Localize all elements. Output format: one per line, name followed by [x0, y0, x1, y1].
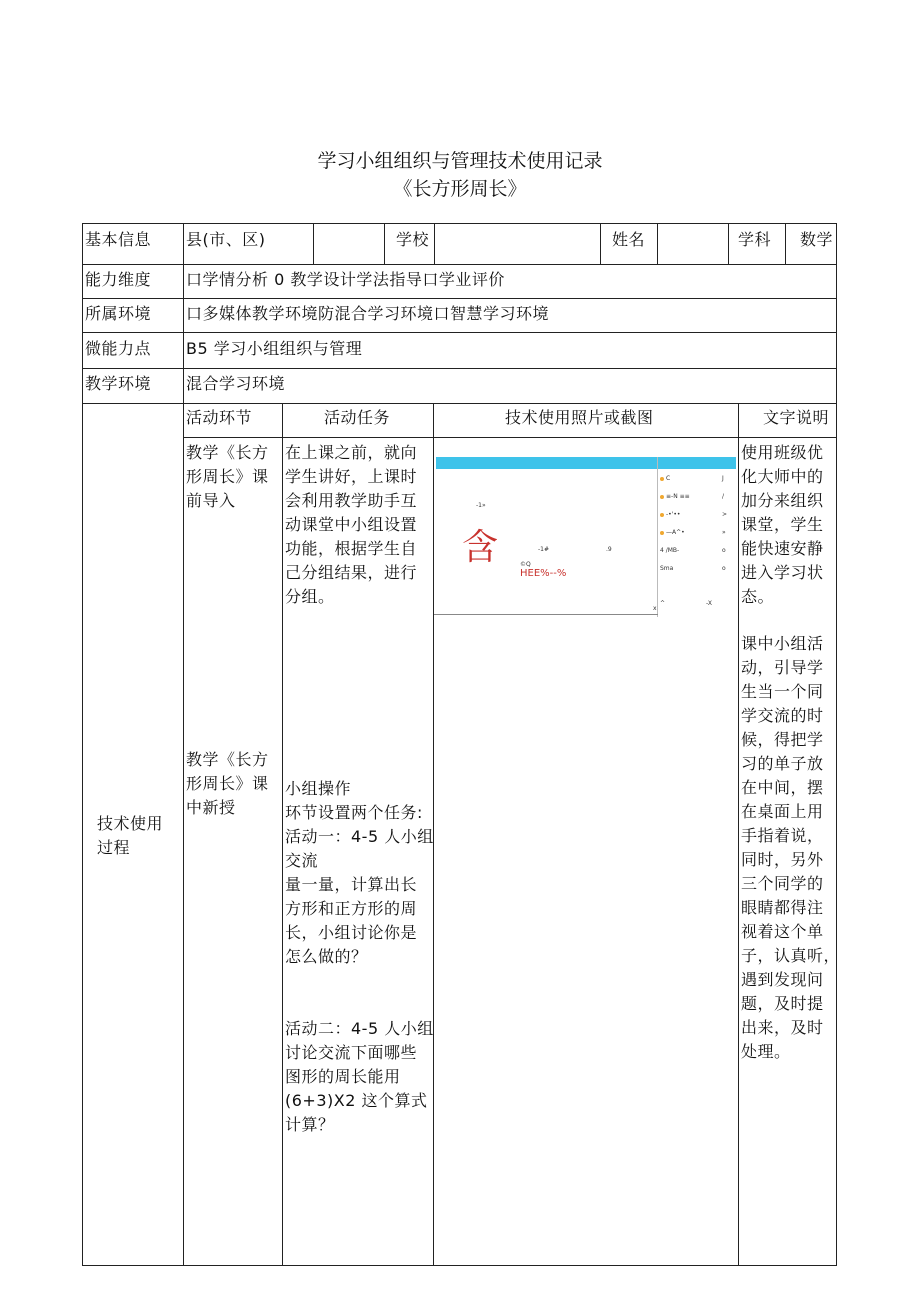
screenshot-red-text: HEE%--% [520, 568, 567, 579]
task3-line: 活动二：4-5 人小组 [285, 1019, 434, 1038]
task1-line: 学生讲好，上课时 [285, 467, 418, 486]
screenshot-list-item: 4 /MB- [660, 547, 680, 554]
task1-line: 分组。 [285, 587, 335, 606]
basic-info-label: 基本信息 [85, 230, 152, 249]
stage2-line: 中新授 [186, 798, 236, 817]
header-stage: 活动环节 [186, 408, 253, 427]
note2-line: 视着这个单 [741, 922, 824, 941]
task3-line: 计算？ [285, 1115, 335, 1134]
task1-line: 会利用教学助手互 [285, 491, 418, 510]
task2-line: 活动一：4-5 人小组 [285, 827, 434, 846]
note2-line: 遇到发现问 [741, 970, 824, 989]
note2-line: 题，及时提 [741, 994, 824, 1013]
note2-line: 生当一个同 [741, 682, 824, 701]
task3-line: (6+3)X2 这个算式 [285, 1091, 428, 1110]
subject-label: 学科 [738, 230, 772, 249]
row-label-micro-ability: 微能力点 [85, 339, 152, 358]
task1-line: 功能，根据学生自 [285, 539, 418, 558]
note1-line: 使用班级优 [741, 443, 824, 462]
task2-line: 交流 [285, 851, 319, 870]
task1-line: 动课堂中小组设置 [285, 515, 418, 534]
name-label: 姓名 [612, 230, 646, 249]
note2-line: 学交流的时 [741, 706, 824, 725]
screenshot-mark: ^ [660, 600, 666, 607]
note1-line: 化大师中的 [741, 467, 824, 486]
screenshot-list-item: C [660, 475, 670, 482]
header-task: 活动任务 [324, 408, 391, 427]
note1-line: 态。 [741, 587, 775, 606]
screenshot-mark: x [653, 605, 657, 612]
row-label-environment: 所属环境 [85, 304, 152, 323]
screenshot-list-item: —A^• [660, 529, 685, 536]
note2-line: 在中间，摆 [741, 778, 824, 797]
task2-line: 小组操作 [285, 779, 352, 798]
task1-line: 己分组结果，进行 [285, 563, 418, 582]
screenshot-mark: » [722, 529, 726, 536]
note1-line: 进入学习状 [741, 563, 824, 582]
note2-line: 同时，另外 [741, 850, 824, 869]
screenshot-list-item: ≡-N ≡≡ [660, 493, 690, 500]
note1-line: 能快速安静 [741, 539, 824, 558]
screenshot-mark: -X [706, 600, 712, 607]
task2-line: 环节设置两个任务: [285, 803, 423, 822]
task2-line: 怎么做的？ [285, 947, 368, 966]
screenshot-list-item: -•'•• [660, 511, 680, 518]
screenshot-group-glyph: 含 [462, 527, 499, 568]
process-label-line1: 技术使用 [97, 814, 164, 833]
row-value-environment: 口多媒体教学环境防混合学习环境口智慧学习环境 [186, 304, 550, 323]
task1-line: 在上课之前，就向 [285, 443, 418, 462]
header-photo: 技术使用照片或截图 [505, 408, 654, 427]
screenshot-header-bar [436, 457, 736, 469]
note2-line: 处理。 [741, 1042, 791, 1061]
screenshot-mark: -1# [538, 546, 550, 553]
task2-line: 量一量，计算出长 [285, 875, 418, 894]
stage2-line: 教学《长方 [186, 750, 269, 769]
note2-line: 三个同学的 [741, 874, 824, 893]
screenshot-mark: o [722, 565, 726, 572]
row-label-ability: 能力维度 [85, 270, 152, 289]
process-label-line2: 过程 [97, 838, 131, 857]
note2-line: 课中小组活 [741, 634, 824, 653]
subject-value: 数学 [800, 230, 834, 249]
screenshot-mark: ©Q [520, 561, 531, 568]
note2-line: 动，引导学 [741, 658, 824, 677]
school-label: 学校 [396, 230, 430, 249]
note2-line: 眼睛都得注 [741, 898, 824, 917]
document-title: 学习小组组织与管理技术使用记录 [317, 150, 603, 172]
stage1-line: 形周长》课 [186, 467, 269, 486]
note2-line: 手指着说， [741, 826, 824, 845]
row-label-teaching-env: 教学环境 [85, 374, 152, 393]
note2-line: 出来，及时 [741, 1018, 824, 1037]
technology-screenshot [434, 440, 738, 616]
task2-line: 长，小组讨论你是 [285, 923, 418, 942]
note2-line: 候，得把学 [741, 730, 824, 749]
screenshot-mark: o [722, 547, 726, 554]
note1-line: 加分来组织 [741, 491, 824, 510]
stage2-line: 形周长》课 [186, 774, 269, 793]
task3-line: 讨论交流下面哪些 [285, 1043, 418, 1062]
screenshot-mark: J [722, 475, 724, 482]
screenshot-list-item: Sma [660, 565, 674, 572]
note2-line: 在桌面上用 [741, 802, 824, 821]
screenshot-mark: -1» [476, 502, 486, 509]
row-value-micro-ability: B5 学习小组组织与管理 [186, 339, 363, 358]
stage1-line: 教学《长方 [186, 443, 269, 462]
header-note: 文字说明 [763, 408, 830, 427]
screenshot-mark: / [722, 493, 725, 500]
row-value-teaching-env: 混合学习环境 [186, 374, 286, 393]
note2-line: 习的单子放 [741, 754, 824, 773]
task2-line: 方形和正方形的周 [285, 899, 418, 918]
note2-line: 子，认真听， [741, 946, 841, 965]
county-label: 县(市、区) [186, 230, 266, 249]
screenshot-mark: > [722, 511, 728, 518]
note1-line: 课堂，学生 [741, 515, 824, 534]
row-value-ability: 口学情分析 0 教学设计学法指导口学业评价 [186, 270, 505, 289]
stage1-line: 前导入 [186, 491, 236, 510]
task3-line: 图形的周长能用 [285, 1067, 401, 1086]
screenshot-mark: .9 [606, 546, 612, 553]
document-subtitle: 《长方形周长》 [393, 178, 527, 200]
